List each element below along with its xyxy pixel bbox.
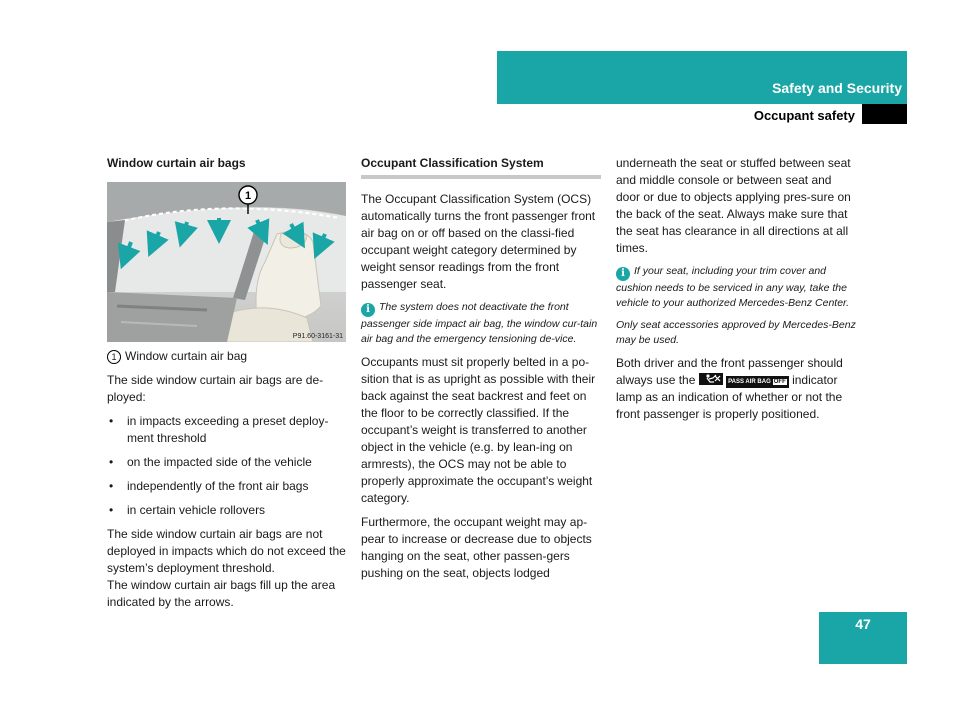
section-title: Safety and Security (772, 80, 902, 96)
list-item: • independently of the front air bags (107, 478, 347, 495)
col1-intro: The side window curtain air bags are de-ployed: (107, 373, 324, 404)
col3-note1-text: If your seat, including your trim cover and cushion needs to be serviced in any way, take the vehicle to your authorized Mercedes-Benz Center. (616, 265, 850, 309)
heading-ocs: Occupant Classification System (361, 155, 601, 179)
lamp-label: PASS AIR BAG (728, 379, 771, 385)
col3-para1: underneath the seat or stuffed between seat and middle console or between seat and door or due to objects applying pres-sure on the back of the seat. Always make sure that the seat has clearance in all directions at all times. (616, 156, 851, 255)
subsection-title: Occupant safety (753, 108, 855, 123)
curtain-airbag-figure (107, 182, 346, 342)
caption-number: 1 (107, 350, 121, 364)
page-number: 47 (819, 612, 907, 664)
caption-text: Window curtain air bag (125, 349, 248, 363)
lamp-off: OFF (773, 379, 786, 385)
callout-number: 1 (244, 190, 252, 202)
col2-note-text: The system does not deactivate the front passenger side impact air bag, the window cur-tain air bag and the emergency tensioning de-vice. (361, 301, 598, 345)
list-item: • in impacts exceeding a preset deploy-ment threshold (107, 413, 347, 447)
figure-caption (107, 348, 347, 365)
heading-window-curtain: Window curtain air bags (107, 156, 246, 170)
col2-para3: Furthermore, the occupant weight may ap-pear to increase or decrease due to objects hanging on the seat, other passen-gers pushing on the seat, objects lodged (361, 515, 592, 580)
subsection-marker (862, 104, 907, 124)
figure-code: P91.60-3161-31 (292, 333, 343, 340)
info-icon: i (361, 303, 375, 317)
col1-para1: The side window curtain air bags are not deployed in impacts which do not exceed the system’s deployment threshold. (107, 527, 346, 575)
info-icon: i (616, 267, 630, 281)
car-interior-illustration (107, 182, 346, 342)
col3-para2-after: indicator lamp as an indication of whether or not the front passenger is properly positioned. (616, 373, 843, 421)
col2-note (361, 300, 601, 347)
column-window-curtain (107, 155, 347, 618)
column-ocs (361, 155, 601, 589)
col1-para2: The window curtain air bags fill up the area indicated by the arrows. (107, 578, 336, 609)
pass-airbag-off-indicator (726, 376, 789, 388)
col2-para2: Occupants must sit properly belted in a po-sition that is as upright as possible with their back against the seat backrest and feet on the floor to be correctly classified. If the occupant’s weight is transferred to another object in the vehicle (e.g. by lean-ing on armrests), the OCS may not be able to properly approximate the occupant’s weight category. (361, 355, 596, 505)
col2-para1: The Occupant Classification System (OCS) automatically turns the front passenger front air bag on or off based on the classi-fied occupant weight category determined by weight sensor readings from the front passenger seat. (361, 192, 596, 291)
list-item: • in certain vehicle rollovers (107, 502, 347, 519)
col3-note1 (616, 264, 858, 311)
passenger-seat-icon (699, 373, 723, 385)
col3-note2: Only seat accessories approved by Mercedes-Benz may be used. (616, 319, 856, 346)
header-band (497, 51, 907, 104)
col3-para2-before: Both driver and the front passenger should always use the (616, 356, 843, 387)
deployment-conditions-list (107, 413, 347, 519)
column-ocs-continued (616, 155, 858, 430)
list-item: • on the impacted side of the vehicle (107, 454, 347, 471)
col3-para2 (616, 355, 858, 423)
